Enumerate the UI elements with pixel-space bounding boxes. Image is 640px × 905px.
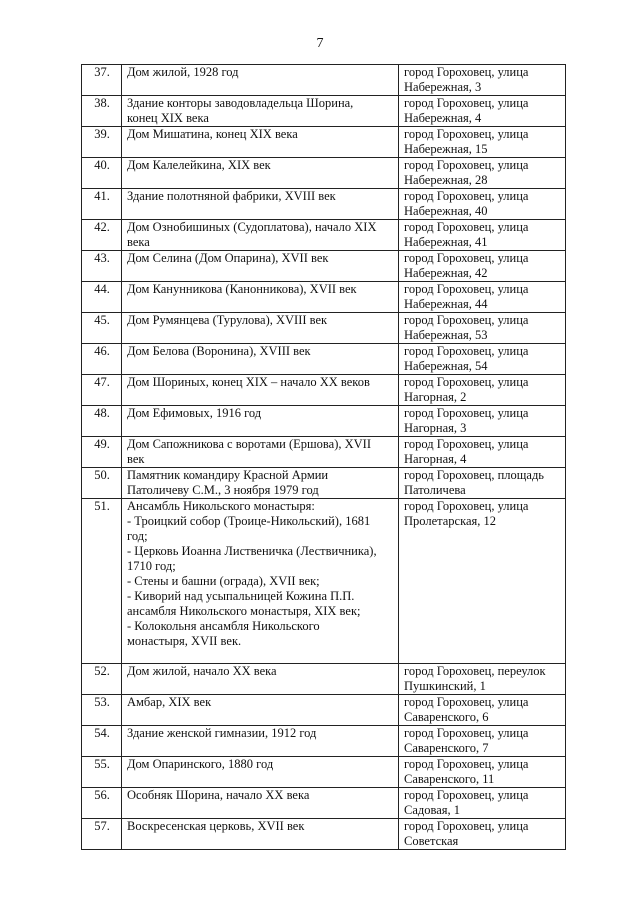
table-row [82,344,566,375]
object-address: город Гороховец, улица Набережная, 53 [399,313,566,344]
row-number: 47. [82,375,122,406]
table-row [82,96,566,127]
table-row [82,65,566,96]
row-number: 48. [82,406,122,437]
table-row [82,158,566,189]
row-number: 46. [82,344,122,375]
row-number: 38. [82,96,122,127]
object-address: город Гороховец, улица Саваренского, 11 [399,757,566,788]
object-name: Дом Румянцева (Турулова), XVIII век [122,313,399,344]
row-number: 57. [82,819,122,850]
table-row [82,127,566,158]
object-address: город Гороховец, улица Нагорная, 3 [399,406,566,437]
object-address: город Гороховец, улица Саваренского, 7 [399,726,566,757]
table-row [82,499,566,664]
row-number: 50. [82,468,122,499]
table-row [82,220,566,251]
object-address: город Гороховец, улица Набережная, 4 [399,96,566,127]
table-row [82,251,566,282]
object-name: Ансамбль Никольского монастыря: - Троицкий собор (Троице-Никольский), 1681 год; - Церковь Иоанна Лиственичка (Лествичника), 1710 год; - Стены и башни (ограда), XVII век; - Киворий над усыпальницей Кожина П.П. ансамбля Никольского монастыря, XIX век; - Колокольня ансамбля Никольского монастыря, XVII век. [122,499,399,664]
object-address: город Гороховец, улица Набережная, 41 [399,220,566,251]
page-number: 7 [316,36,324,51]
row-number: 44. [82,282,122,313]
object-address: город Гороховец, улица Набережная, 40 [399,189,566,220]
object-name: Дом Ефимовых, 1916 год [122,406,399,437]
object-address: город Гороховец, переулок Пушкинский, 1 [399,664,566,695]
object-name: Здание конторы заводовладельца Шорина, конец XIX века [122,96,399,127]
object-address: город Гороховец, улица Советская [399,819,566,850]
object-address: город Гороховец, улица Набережная, 28 [399,158,566,189]
table-row [82,757,566,788]
object-name: Дом Опаринского, 1880 год [122,757,399,788]
object-name: Дом Белова (Воронина), XVIII век [122,344,399,375]
object-address: город Гороховец, улица Нагорная, 2 [399,375,566,406]
table-row [82,819,566,850]
registry-body [82,65,566,850]
object-address: город Гороховец, улица Набережная, 42 [399,251,566,282]
table-row [82,189,566,220]
row-number: 41. [82,189,122,220]
object-name: Дом Селина (Дом Опарина), XVII век [122,251,399,282]
object-name: Дом Ознобишиных (Судоплатова), начало XIX века [122,220,399,251]
object-address: город Гороховец, улица Набережная, 3 [399,65,566,96]
table-row [82,282,566,313]
object-name: Воскресенская церковь, XVII век [122,819,399,850]
object-name: Здание женской гимназии, 1912 год [122,726,399,757]
row-number: 42. [82,220,122,251]
object-address: город Гороховец, улица Набережная, 15 [399,127,566,158]
heritage-registry-table [81,64,566,850]
row-number: 45. [82,313,122,344]
row-number: 55. [82,757,122,788]
table-row [82,375,566,406]
row-number: 43. [82,251,122,282]
object-name: Особняк Шорина, начало XX века [122,788,399,819]
object-address: город Гороховец, улица Пролетарская, 12 [399,499,566,664]
object-address: город Гороховец, улица Набережная, 44 [399,282,566,313]
row-number: 37. [82,65,122,96]
object-name: Памятник командиру Красной Армии Патоличеву С.М., 3 ноября 1979 год [122,468,399,499]
row-number: 52. [82,664,122,695]
row-number: 53. [82,695,122,726]
table-row [82,788,566,819]
table-row [82,695,566,726]
object-name: Дом Сапожникова с воротами (Ершова), XVII век [122,437,399,468]
object-address: город Гороховец, улица Набережная, 54 [399,344,566,375]
table-row [82,664,566,695]
object-address: город Гороховец, улица Нагорная, 4 [399,437,566,468]
object-name: Дом жилой, начало XX века [122,664,399,695]
object-name: Здание полотняной фабрики, XVIII век [122,189,399,220]
table-row [82,313,566,344]
object-name: Дом жилой, 1928 год [122,65,399,96]
row-number: 39. [82,127,122,158]
row-number: 56. [82,788,122,819]
row-number: 40. [82,158,122,189]
object-address: город Гороховец, площадь Патоличева [399,468,566,499]
object-name: Амбар, XIX век [122,695,399,726]
object-name: Дом Мишатина, конец XIX века [122,127,399,158]
row-number: 51. [82,499,122,664]
object-name: Дом Шориных, конец XIX – начало XX веков [122,375,399,406]
table-row [82,437,566,468]
table-row [82,406,566,437]
object-name: Дом Канунникова (Канонникова), XVII век [122,282,399,313]
table-row [82,468,566,499]
table-row [82,726,566,757]
object-address: город Гороховец, улица Саваренского, 6 [399,695,566,726]
object-address: город Гороховец, улица Садовая, 1 [399,788,566,819]
row-number: 49. [82,437,122,468]
object-name: Дом Калелейкина, XIX век [122,158,399,189]
row-number: 54. [82,726,122,757]
